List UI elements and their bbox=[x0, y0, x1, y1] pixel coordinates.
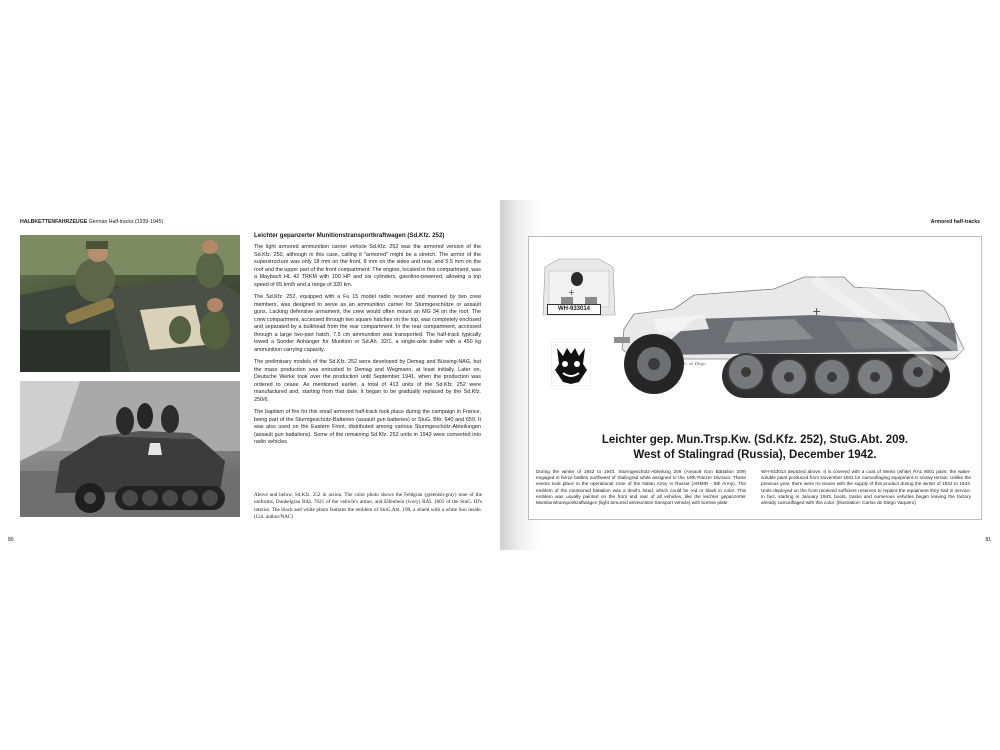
side-profile-illustration bbox=[614, 259, 976, 404]
license-plate: WH-933014 bbox=[547, 304, 601, 315]
article-paragraph: The Sd.Kfz. 252, equipped with a Fu 15 model radio receiver and manned by two crew members, was designed to serve as an ammunition carrier for Sturmgeschütze or assault guns. Lacking defensive armament, the crew would often mount an MG 34 on the roof. The crew compartment, accessed through two square hatches on the top, was completely enclosed and separated by a bulkhead from the rear compartment. In the rear compartment, accessed through a large two-part hatch, 7.5 cm ammunition was transported. The half-track typically towed a Sonder Anhänger für Munition or Sd.Ah. 32/1, a single-axle trailer with a 450 kg ammunition carrying capacity. bbox=[254, 294, 481, 353]
article-title: Leichter gepanzerter Munitionstransportkraftwagen (Sd.Kfz. 252) bbox=[254, 232, 445, 239]
plate-title: Leichter gep. Mun.Trsp.Kw. (Sd.Kfz. 252), StuG.Abt. 209. bbox=[601, 434, 909, 446]
plate-text-column-1: During the winter of 1942 to 1943, Sturmgeschütz-Abteilung 209 (Assault Gun Battalion 209) engaged in fierce battles northwest of Stalingrad while assigned to the 19th Panzer Division. These events took place in the operational zone of the Italian Army in Russia (ARMIR - 8th Army). The emblem of the mentioned battalion was a devil's head, which could be red or black in color. This emblem was usually painted on the front and rear of all vehicles, like the leichter gepanzerter Munitionstransportkraftwagen (light armored ammunition transport vehicle) with license plate bbox=[536, 469, 746, 506]
plate-text-column-2: WH-933014 depicted above. It is covered with a coat of Weiss (white) RAL 9001 paint, the water-soluble paint produced from November 1941 for camouflaging equipment in snowy terrain. Unlike the previous year, there were no issues with the supply of this product during the winter of 1942 to 1943. Units deployed on the front received sufficient reserves to repaint the equipment they had in service. In fact, starting in January 1943, boots, tracks and numerous vehicles began leaving the factory already camouflaged with this color. (Illustration: Carlos de Diego Vaquero) bbox=[761, 469, 971, 506]
article-paragraph: The baptism of fire for this small armored half-track took place during the campaign in France, being part of the Sturmgeschütz-Batterien (assault gun batteries) or StuG. Bttr. 640 and 659. It was also used on the Eastern Front, distributed among various Sturmgeschütz-Abteilungen (assault gun battalions). Some of the remaining Sd.Kfz. 252 units in 1943 were converted into radio vehicles. bbox=[254, 409, 481, 445]
running-head-right: Armored half-tracks bbox=[930, 219, 980, 225]
plate-subtitle: West of Stalingrad (Russia), December 1942. bbox=[633, 449, 877, 461]
article bbox=[254, 232, 481, 452]
bw-photo-halftrack bbox=[20, 381, 240, 517]
right-page bbox=[500, 200, 1000, 550]
bw-photo-art bbox=[20, 381, 240, 517]
running-head-subtitle: German Half-tracks (1939-1945) bbox=[87, 219, 164, 225]
color-photo-art bbox=[20, 235, 240, 372]
devil-head-emblem-icon bbox=[551, 342, 591, 386]
artist-signature: C. de Diego bbox=[684, 361, 706, 366]
photo-caption: Above and below. Sd.Kfz. 252 in action. The color photo shows the Feldgrau (greenish-gray) tone of the uniforms, Dunkelgrau RAL 7021 of the vehicle's armor, and Elfenbein (ivory) RAL 1001 of the StuG. III's interior. The black and white photo features the emblem of StuG.Abt. 190, a shield with a white lion inside. (Col. author/NAC) bbox=[254, 492, 482, 520]
page-number-left: 80 bbox=[8, 537, 14, 543]
illustration-plate bbox=[528, 236, 982, 520]
left-page bbox=[0, 200, 500, 550]
page-number-right: 81 bbox=[985, 537, 991, 543]
devil-head-emblem-small bbox=[571, 272, 583, 286]
article-paragraph: The preliminary models of the Sd.Kfz. 252 were developed by Demag and Büssing-NAG, but the mass production was entrusted to Demag and Wegmann, at least initially. Later on, Deutsche Werke took over the production until September 1941, when the production was ordered to cease. As mentioned earlier, a total of 413 units of the Sd.Kfz. 252 were manufactured and, starting from that date, it began to be gradually replaced by the Sd.Kfz. 250/6. bbox=[254, 359, 481, 403]
color-photo-crew-loading bbox=[20, 235, 240, 372]
running-head-series: HALBKETTENFAHRZEUGE bbox=[20, 219, 88, 225]
article-paragraph: The light armored ammunition carrier vehicle Sd.Kfz. 252 was the armored version of the Sd.Kfz. 250, although in this case, calling it "armored" might be a stretch. The armor of the superstructure was only 18 mm on the front, 8 mm on the sides and rear, and 5.5 mm on the roof and the upper part of the front compartment. The engine, located in this compartment, was a Maybach HL 42 TRKM with 100 HP and six cylinders, gasoline-powered, allowing a top speed of 65 km/h and a range of 320 km. bbox=[254, 244, 481, 288]
svg-text:+: + bbox=[812, 305, 822, 318]
running-head-left bbox=[20, 219, 163, 225]
svg-text:+: + bbox=[568, 288, 575, 297]
